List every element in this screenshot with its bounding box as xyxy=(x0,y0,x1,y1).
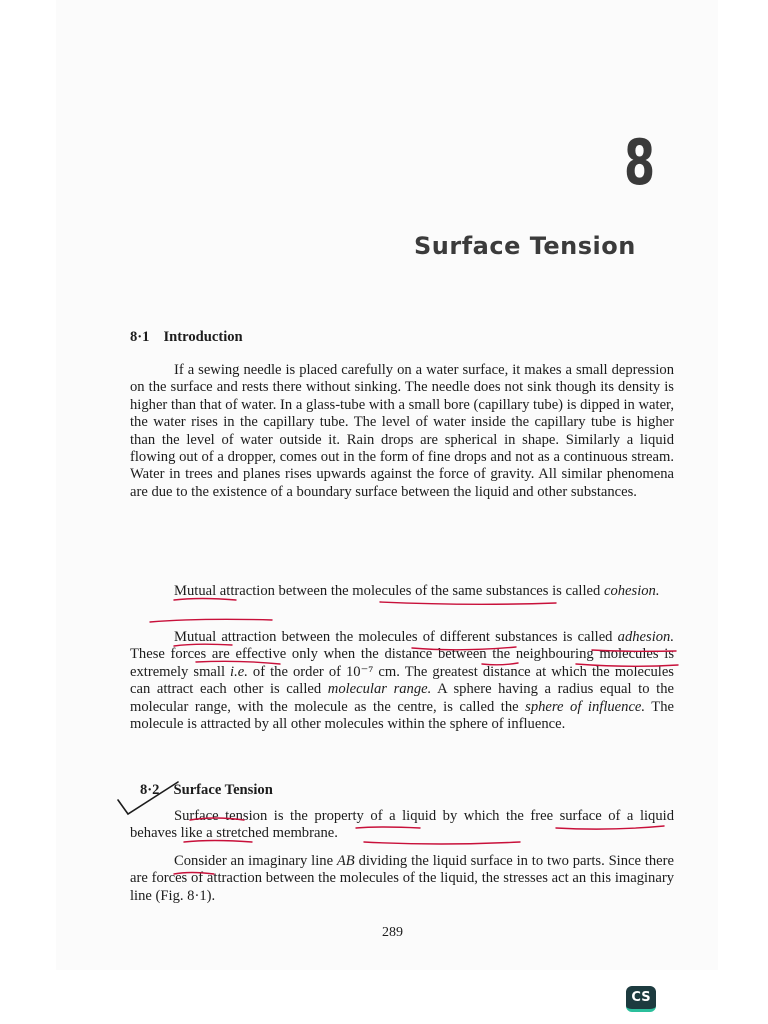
paragraph-text: These forces are effective only when the distance between the neighbouring molecules is extremely small xyxy=(130,646,674,680)
paragraph-text: Mutual attraction between the molecules of different substances is called xyxy=(174,629,618,645)
paragraph-text: A sphere having a radius equal to the molecular range, with the molecule as the centre, is called the xyxy=(130,681,674,715)
paragraph-definition: Surface tension is the property of a liquid by which the free surface of a liquid behaves like a stretched membrane. xyxy=(130,808,674,842)
paragraph-text: dividing the liquid surface in to two parts. Since there are forces of attraction between the molecules of the liquid, the stresses act an this imaginary line (Fig. 8·1). xyxy=(130,853,674,904)
term-sphere-of-influence: sphere of influence. xyxy=(525,698,646,715)
section-number: 8·1 xyxy=(130,329,150,345)
abbrev-ie: i.e. xyxy=(230,663,248,680)
paragraph-text: Mutual attraction between the molecules of the same substances is called xyxy=(174,583,604,599)
chapter-number: 8 xyxy=(624,126,656,199)
paragraph-cohesion xyxy=(130,583,674,600)
chapter-title: Surface Tension xyxy=(414,232,636,260)
section-heading-surface-tension xyxy=(140,782,273,799)
paragraph-text: of the order of 10⁻⁷ cm. The greatest distance at which the molecules can attract each other is called xyxy=(130,663,674,698)
paragraph-text: Consider an imaginary line xyxy=(174,853,337,869)
term-molecular-range: molecular range. xyxy=(327,681,432,698)
section-heading-introduction xyxy=(130,329,243,346)
term-cohesion: cohesion. xyxy=(603,583,660,599)
paragraph-adhesion xyxy=(130,629,674,733)
camscanner-logo: CS xyxy=(626,986,656,1012)
paragraph-intro: If a sewing needle is placed carefully on a water surface, it makes a small depression on the surface and rests there without sinking. The needle does not sink though its density is higher than that of water. In a glass-tube with a small bore (capillary tube) is dipped in water, the water rises in the capillary tube. The level of water inside the capillary tube is higher than the level of water outside it. Rain drops are spherical in shape. Similarly a liquid flowing out of a dropper, comes out in the form of fine drops and not as a continuous stream. Water in trees and planes rises upwards against the force of gravity. All similar phenomena are due to the existence of a boundary surface between the liquid and other substances. xyxy=(130,362,674,500)
section-number: 8·2 xyxy=(140,782,160,798)
page-number: 289 xyxy=(382,925,403,940)
section-title: Surface Tension xyxy=(173,782,273,798)
section-title: Introduction xyxy=(163,329,243,345)
paragraph-text: The molecule is attracted by all other molecules within the sphere of influence. xyxy=(130,698,674,733)
paragraph-imaginary-line xyxy=(130,853,674,905)
term-ab: AB xyxy=(336,853,355,869)
term-adhesion: adhesion. xyxy=(617,629,674,645)
